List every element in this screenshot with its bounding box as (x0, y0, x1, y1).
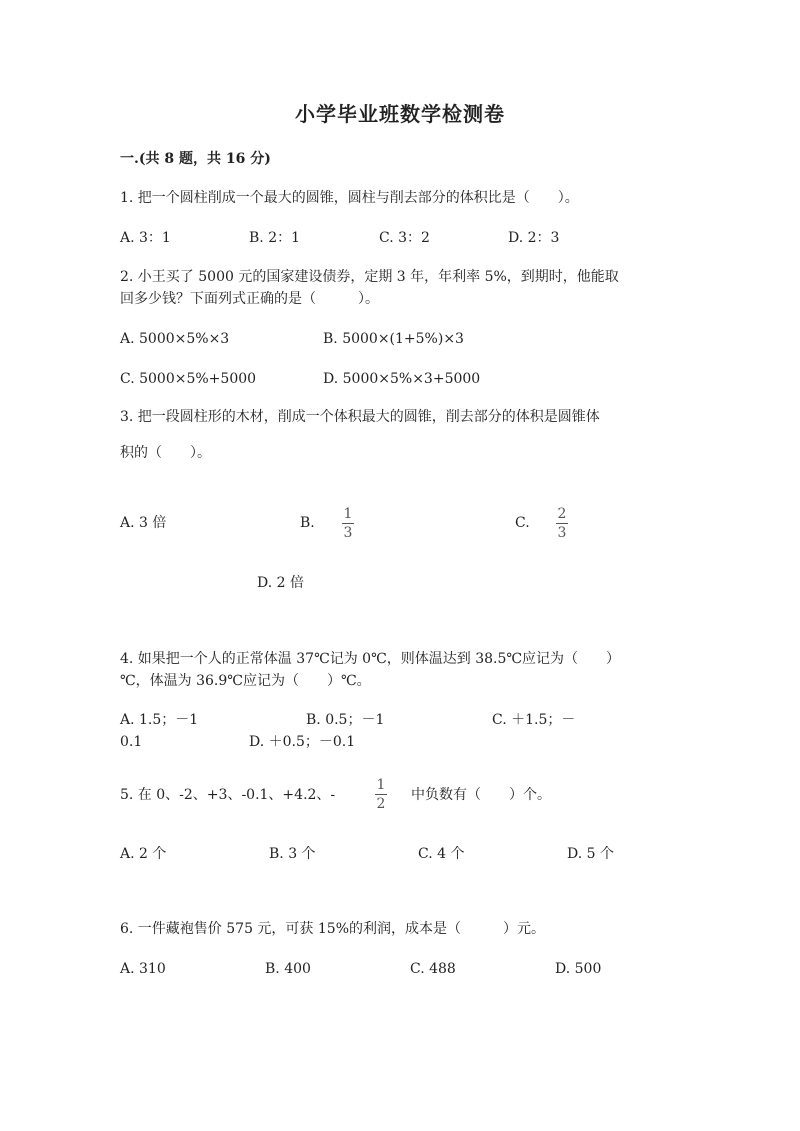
question-4-option-c: C. ＋1.5；－ (492, 712, 576, 728)
question-3-option-b-label: B. (300, 515, 315, 531)
question-4-line-2: ℃，体温为 36.9℃应记为（ ）℃。 (120, 673, 371, 689)
question-3-line-1: 3. 把一段圆柱形的木材，削成一个体积最大的圆锥，削去部分的体积是圆锥体 (120, 409, 600, 425)
fraction-numerator: 1 (376, 777, 386, 793)
question-4-option-b: B. 0.5；－1 (306, 712, 385, 728)
question-1-option-b: B. 2：1 (249, 230, 301, 246)
question-3-option-c-fraction (556, 506, 568, 541)
question-1-option-c: C. 3：2 (379, 230, 430, 246)
page-title: 小学毕业班数学检测卷 (295, 102, 505, 126)
question-5-option-b: B. 3 个 (269, 846, 316, 862)
question-5-fraction (375, 777, 387, 812)
question-6-option-a: A. 310 (120, 961, 166, 977)
question-3-option-c-label: C. (515, 515, 530, 531)
fraction-bar (375, 794, 387, 795)
question-4-option-d: D. ＋0.5；－0.1 (249, 734, 356, 750)
question-5-suffix: 中负数有（ ）个。 (411, 787, 551, 803)
question-5-option-d: D. 5 个 (567, 846, 614, 862)
question-4-option-c-continued: 0.1 (120, 734, 143, 750)
section-header: 一.(共 8 题，共 16 分) (120, 151, 271, 167)
question-2-option-b: B. 5000×(1+5%)×3 (323, 331, 464, 347)
fraction-denominator: 3 (343, 525, 353, 541)
fraction-numerator: 2 (557, 506, 567, 522)
question-3-option-b-fraction (342, 506, 354, 541)
question-2-line-2: 回多少钱？下面列式正确的是（ ）。 (120, 291, 379, 307)
fraction-bar (556, 523, 568, 524)
question-5-option-a: A. 2 个 (120, 846, 167, 862)
question-4-line-1: 4. 如果把一个人的正常体温 37℃记为 0℃，则体温达到 38.5℃应记为（ ） (120, 651, 621, 667)
fraction-denominator: 2 (376, 796, 386, 812)
fraction-bar (342, 523, 354, 524)
fraction-numerator: 1 (343, 506, 353, 522)
question-3-line-2: 积的（ ）。 (120, 445, 211, 461)
question-5-option-c: C. 4 个 (418, 846, 465, 862)
fraction-denominator: 3 (557, 525, 567, 541)
question-5-prefix: 5. 在 0、-2、+3、-0.1、+4.2、- (120, 787, 336, 803)
question-4-option-a: A. 1.5；－1 (120, 712, 199, 728)
question-6-text: 6. 一件藏袍售价 575 元，可获 15%的利润，成本是（ ）元。 (120, 921, 545, 937)
question-6-option-d: D. 500 (555, 961, 602, 977)
question-1-option-a: A. 3：1 (120, 230, 171, 246)
question-2-option-a: A. 5000×5%×3 (120, 331, 230, 347)
question-1-option-d: D. 2：3 (508, 230, 560, 246)
question-2-line-1: 2. 小王买了 5000 元的国家建设债券，定期 3 年，年利率 5%，到期时，他能取 (120, 269, 619, 285)
question-2-option-c: C. 5000×5%+5000 (120, 371, 257, 387)
question-3-option-d: D. 2 倍 (257, 575, 304, 591)
question-1-text: 1. 把一个圆柱削成一个最大的圆锥，圆柱与削去部分的体积比是（ ）。 (120, 190, 579, 206)
question-2-option-d: D. 5000×5%×3+5000 (323, 371, 481, 387)
question-6-option-b: B. 400 (265, 961, 311, 977)
question-3-option-a: A. 3 倍 (120, 515, 167, 531)
question-6-option-c: C. 488 (410, 961, 456, 977)
